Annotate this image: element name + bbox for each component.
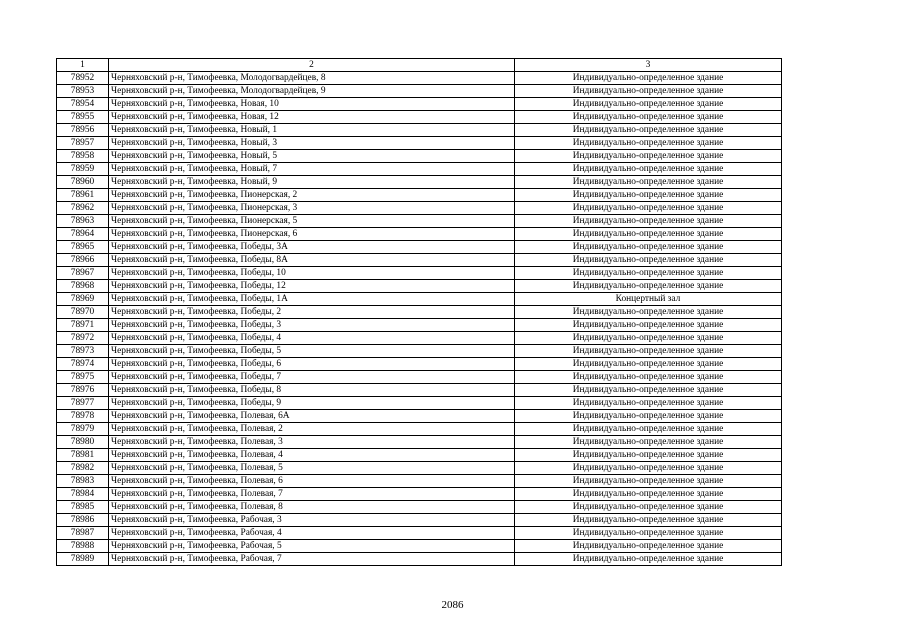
object-type-cell: Индивидуально-определенное здание xyxy=(515,124,782,137)
object-type-cell: Индивидуально-определенное здание xyxy=(515,189,782,202)
object-type-cell: Индивидуально-определенное здание xyxy=(515,384,782,397)
address-cell: Черняховский р-н, Тимофеевка, Пионерская, 3 xyxy=(109,202,515,215)
address-cell: Черняховский р-н, Тимофеевка, Новый, 3 xyxy=(109,137,515,150)
registry-number-cell: 78956 xyxy=(57,124,109,137)
address-cell: Черняховский р-н, Тимофеевка, Победы, 10 xyxy=(109,267,515,280)
table-row xyxy=(57,332,782,345)
address-cell: Черняховский р-н, Тимофеевка, Рабочая, 3 xyxy=(109,514,515,527)
object-type-cell: Индивидуально-определенное здание xyxy=(515,137,782,150)
registry-number-cell: 78958 xyxy=(57,150,109,163)
object-type-cell: Индивидуально-определенное здание xyxy=(515,319,782,332)
address-cell: Черняховский р-н, Тимофеевка, Рабочая, 4 xyxy=(109,527,515,540)
registry-number-cell: 78976 xyxy=(57,384,109,397)
table-row xyxy=(57,202,782,215)
address-cell: Черняховский р-н, Тимофеевка, Победы, 9 xyxy=(109,397,515,410)
registry-number-cell: 78960 xyxy=(57,176,109,189)
object-type-cell: Индивидуально-определенное здание xyxy=(515,423,782,436)
address-cell: Черняховский р-н, Тимофеевка, Полевая, 6А xyxy=(109,410,515,423)
table-header-row xyxy=(57,59,782,72)
registry-number-cell: 78985 xyxy=(57,501,109,514)
address-cell: Черняховский р-н, Тимофеевка, Полевая, 6 xyxy=(109,475,515,488)
registry-number-cell: 78964 xyxy=(57,228,109,241)
object-type-cell: Индивидуально-определенное здание xyxy=(515,449,782,462)
registry-number-cell: 78981 xyxy=(57,449,109,462)
table-row xyxy=(57,345,782,358)
table-row xyxy=(57,293,782,306)
table-row xyxy=(57,176,782,189)
object-type-cell: Индивидуально-определенное здание xyxy=(515,514,782,527)
registry-number-cell: 78984 xyxy=(57,488,109,501)
object-type-cell: Индивидуально-определенное здание xyxy=(515,280,782,293)
registry-number-cell: 78954 xyxy=(57,98,109,111)
table-row xyxy=(57,501,782,514)
object-type-cell: Индивидуально-определенное здание xyxy=(515,72,782,85)
table-row xyxy=(57,267,782,280)
object-type-cell: Индивидуально-определенное здание xyxy=(515,163,782,176)
object-type-cell: Индивидуально-определенное здание xyxy=(515,98,782,111)
object-type-cell: Индивидуально-определенное здание xyxy=(515,228,782,241)
registry-table-body xyxy=(57,59,782,566)
table-row xyxy=(57,462,782,475)
address-cell: Черняховский р-н, Тимофеевка, Победы, 7 xyxy=(109,371,515,384)
table-row xyxy=(57,189,782,202)
address-cell: Черняховский р-н, Тимофеевка, Рабочая, 5 xyxy=(109,540,515,553)
address-cell: Черняховский р-н, Тимофеевка, Полевая, 4 xyxy=(109,449,515,462)
registry-number-cell: 78972 xyxy=(57,332,109,345)
table-row xyxy=(57,319,782,332)
address-cell: Черняховский р-н, Тимофеевка, Победы, 8А xyxy=(109,254,515,267)
address-cell: Черняховский р-н, Тимофеевка, Победы, 12 xyxy=(109,280,515,293)
table-row xyxy=(57,163,782,176)
address-cell: Черняховский р-н, Тимофеевка, Новый, 7 xyxy=(109,163,515,176)
address-cell: Черняховский р-н, Тимофеевка, Полевая, 7 xyxy=(109,488,515,501)
registry-number-cell: 78957 xyxy=(57,137,109,150)
registry-number-cell: 78955 xyxy=(57,111,109,124)
registry-number-cell: 78980 xyxy=(57,436,109,449)
object-type-cell: Индивидуально-определенное здание xyxy=(515,111,782,124)
object-type-cell: Индивидуально-определенное здание xyxy=(515,202,782,215)
address-cell: Черняховский р-н, Тимофеевка, Полевая, 2 xyxy=(109,423,515,436)
table-row xyxy=(57,514,782,527)
table-row xyxy=(57,527,782,540)
address-cell: Черняховский р-н, Тимофеевка, Пионерская, 6 xyxy=(109,228,515,241)
address-cell: Черняховский р-н, Тимофеевка, Полевая, 3 xyxy=(109,436,515,449)
registry-table xyxy=(56,58,782,566)
object-type-cell: Индивидуально-определенное здание xyxy=(515,371,782,384)
registry-number-cell: 78961 xyxy=(57,189,109,202)
table-row xyxy=(57,72,782,85)
table-row xyxy=(57,111,782,124)
address-cell: Черняховский р-н, Тимофеевка, Полевая, 8 xyxy=(109,501,515,514)
column-header-2: 2 xyxy=(109,59,515,72)
registry-number-cell: 78967 xyxy=(57,267,109,280)
table-row xyxy=(57,475,782,488)
registry-number-cell: 78953 xyxy=(57,85,109,98)
registry-number-cell: 78963 xyxy=(57,215,109,228)
table-row xyxy=(57,228,782,241)
address-cell: Черняховский р-н, Тимофеевка, Новый, 9 xyxy=(109,176,515,189)
registry-number-cell: 78966 xyxy=(57,254,109,267)
object-type-cell: Индивидуально-определенное здание xyxy=(515,462,782,475)
registry-number-cell: 78962 xyxy=(57,202,109,215)
object-type-cell: Индивидуально-определенное здание xyxy=(515,267,782,280)
registry-number-cell: 78988 xyxy=(57,540,109,553)
object-type-cell: Индивидуально-определенное здание xyxy=(515,254,782,267)
registry-number-cell: 78989 xyxy=(57,553,109,566)
page-number: 2086 xyxy=(441,599,464,611)
column-header-1: 1 xyxy=(57,59,109,72)
table-row xyxy=(57,254,782,267)
address-cell: Черняховский р-н, Тимофеевка, Новый, 1 xyxy=(109,124,515,137)
object-type-cell: Индивидуально-определенное здание xyxy=(515,358,782,371)
table-row xyxy=(57,410,782,423)
registry-number-cell: 78987 xyxy=(57,527,109,540)
address-cell: Черняховский р-н, Тимофеевка, Пионерская, 5 xyxy=(109,215,515,228)
object-type-cell: Индивидуально-определенное здание xyxy=(515,176,782,189)
address-cell: Черняховский р-н, Тимофеевка, Молодогвардейцев, 8 xyxy=(109,72,515,85)
object-type-cell: Индивидуально-определенное здание xyxy=(515,501,782,514)
object-type-cell: Индивидуально-определенное здание xyxy=(515,475,782,488)
object-type-cell: Индивидуально-определенное здание xyxy=(515,540,782,553)
address-cell: Черняховский р-н, Тимофеевка, Победы, 1А xyxy=(109,293,515,306)
object-type-cell: Индивидуально-определенное здание xyxy=(515,488,782,501)
object-type-cell: Индивидуально-определенное здание xyxy=(515,215,782,228)
table-row xyxy=(57,306,782,319)
object-type-cell: Индивидуально-определенное здание xyxy=(515,306,782,319)
table-row xyxy=(57,423,782,436)
table-row xyxy=(57,553,782,566)
address-cell: Черняховский р-н, Тимофеевка, Новый, 5 xyxy=(109,150,515,163)
object-type-cell: Индивидуально-определенное здание xyxy=(515,553,782,566)
address-cell: Черняховский р-н, Тимофеевка, Рабочая, 7 xyxy=(109,553,515,566)
table-row xyxy=(57,449,782,462)
table-row xyxy=(57,241,782,254)
object-type-cell: Концертный зал xyxy=(515,293,782,306)
address-cell: Черняховский р-н, Тимофеевка, Пионерская, 2 xyxy=(109,189,515,202)
object-type-cell: Индивидуально-определенное здание xyxy=(515,345,782,358)
registry-number-cell: 78968 xyxy=(57,280,109,293)
object-type-cell: Индивидуально-определенное здание xyxy=(515,241,782,254)
registry-number-cell: 78974 xyxy=(57,358,109,371)
table-row xyxy=(57,358,782,371)
registry-number-cell: 78986 xyxy=(57,514,109,527)
address-cell: Черняховский р-н, Тимофеевка, Победы, 2 xyxy=(109,306,515,319)
table-row xyxy=(57,371,782,384)
registry-number-cell: 78970 xyxy=(57,306,109,319)
table-row xyxy=(57,150,782,163)
address-cell: Черняховский р-н, Тимофеевка, Новая, 10 xyxy=(109,98,515,111)
address-cell: Черняховский р-н, Тимофеевка, Победы, 5 xyxy=(109,345,515,358)
table-row xyxy=(57,488,782,501)
address-cell: Черняховский р-н, Тимофеевка, Победы, 3 xyxy=(109,319,515,332)
address-cell: Черняховский р-н, Тимофеевка, Новая, 12 xyxy=(109,111,515,124)
registry-number-cell: 78975 xyxy=(57,371,109,384)
column-header-3: 3 xyxy=(515,59,782,72)
address-cell: Черняховский р-н, Тимофеевка, Молодогвардейцев, 9 xyxy=(109,85,515,98)
registry-number-cell: 78979 xyxy=(57,423,109,436)
object-type-cell: Индивидуально-определенное здание xyxy=(515,150,782,163)
table-row xyxy=(57,85,782,98)
table-row xyxy=(57,98,782,111)
object-type-cell: Индивидуально-определенное здание xyxy=(515,436,782,449)
registry-number-cell: 78978 xyxy=(57,410,109,423)
object-type-cell: Индивидуально-определенное здание xyxy=(515,410,782,423)
registry-number-cell: 78983 xyxy=(57,475,109,488)
address-cell: Черняховский р-н, Тимофеевка, Победы, 8 xyxy=(109,384,515,397)
table-row xyxy=(57,215,782,228)
table-row xyxy=(57,436,782,449)
registry-number-cell: 78971 xyxy=(57,319,109,332)
registry-number-cell: 78977 xyxy=(57,397,109,410)
table-row xyxy=(57,124,782,137)
object-type-cell: Индивидуально-определенное здание xyxy=(515,397,782,410)
table-row xyxy=(57,540,782,553)
object-type-cell: Индивидуально-определенное здание xyxy=(515,527,782,540)
table-row xyxy=(57,280,782,293)
table-row xyxy=(57,137,782,150)
registry-number-cell: 78952 xyxy=(57,72,109,85)
table-row xyxy=(57,384,782,397)
registry-number-cell: 78973 xyxy=(57,345,109,358)
registry-number-cell: 78982 xyxy=(57,462,109,475)
registry-number-cell: 78959 xyxy=(57,163,109,176)
address-cell: Черняховский р-н, Тимофеевка, Победы, 3А xyxy=(109,241,515,254)
registry-number-cell: 78969 xyxy=(57,293,109,306)
object-type-cell: Индивидуально-определенное здание xyxy=(515,332,782,345)
object-type-cell: Индивидуально-определенное здание xyxy=(515,85,782,98)
table-row xyxy=(57,397,782,410)
address-cell: Черняховский р-н, Тимофеевка, Победы, 4 xyxy=(109,332,515,345)
registry-number-cell: 78965 xyxy=(57,241,109,254)
address-cell: Черняховский р-н, Тимофеевка, Победы, 6 xyxy=(109,358,515,371)
address-cell: Черняховский р-н, Тимофеевка, Полевая, 5 xyxy=(109,462,515,475)
